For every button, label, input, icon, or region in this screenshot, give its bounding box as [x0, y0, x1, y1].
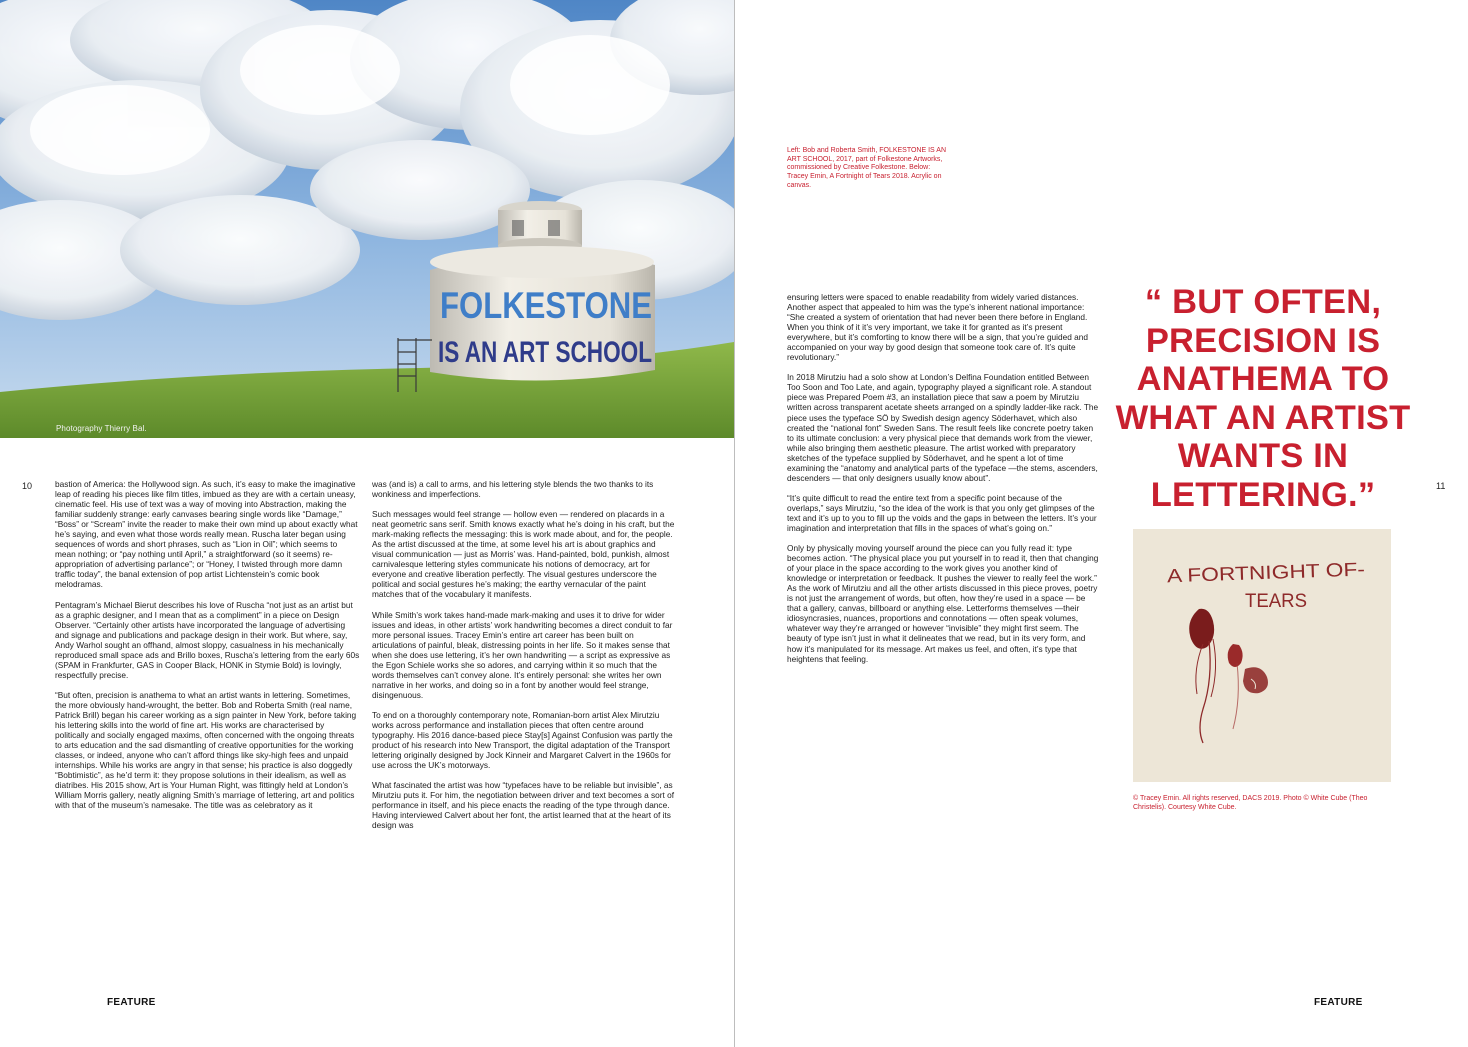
paragraph: In 2018 Mirutziu had a solo show at London’s Delfina Foundation entitled Between Too Soon and Too Late, and again, typography played a significant role. A standout piece was Prepared Poem #3, an installation piece that saw a poem by Mirutziu written across transparent acetate sheets arranged on a spindly ladder-like rack. The piece uses the typeface SÖ by Swedish design agency Söderhavet, which also created the “national font” Sweden Sans. The result feels like concrete poetry taken to its ultimate conclusion: a very physical piece that demands work from the viewer, while also bringing them aesthetic pleasure. The artist worked with preparatory sketches of the typeface supplied by Söderhavet, and he spent a lot of time examining the “anatomy and analytical parts of the typeface —the stems, ascenders, descenders — that only designers usually know about”. [787, 372, 1099, 483]
mural-text-line1: FOLKESTONE [440, 285, 652, 326]
folkestone-photo-illustration [0, 0, 734, 438]
paragraph: Only by physically moving yourself around the piece can you fully read it: type becomes action. “The physical place you put yourself in to read it, then that changing of your place in the space according to the work gives you another kind of knowledge or interpretation or feedback. It pushes the viewer to really feel the work.” As the work of Mirutziu and all the other artists discussed in this piece proves, poetry is not just the arrangement of words, but often, how they’re used in a space — be that a gallery, canvas, billboard or anything else. Letterforms themselves —their idiosyncrasies, nuances, proportions and connotations — often speak volumes, whatever way they’re arranged or however “invisible” they might first seem. The beauty of type isn’t just in what it delineates that we read, but in its very form, and how it’s manipulated for its message. Art makes us feel, and often, it’s type that heightens that feeling. [787, 543, 1099, 664]
paragraph: To end on a thoroughly contemporary note, Romanian-born artist Alex Mirutziu works across performance and installation pieces that often centre around typography. His 2016 dance-based piece Stay[s] Against Confusion was partly the product of his research into New Transport, the digital adaptation of the Transport lettering originally designed by Jock Kinneir and Margaret Calvert in the 1960s for use across the UK’s motorways. [372, 709, 673, 771]
artwork-text-line2: TEARS [1245, 591, 1307, 612]
body-column-3 [787, 292, 1099, 674]
page-number-left: 10 [22, 481, 33, 491]
paragraph: “It’s quite difficult to read the entire text from a specific point because of the overlaps,” says Mirutziu, “so the idea of the work is that you only get glimpses of the text and it’s up to you to fill up the voids and the gaps in between the letters. It’s your imagination and interpretation that fills in the spaces of what’s going on.” [787, 492, 1097, 533]
paragraph: What fascinated the artist was how “typefaces have to be reliable but invisible”, as Mirutziu puts it. For him, the negotiation between driver and text becomes a sort of performance in itself, and his piece enacts the reading of the type through dance. Having interviewed Calvert about her font, the artist learned that at the heart of its design was [372, 780, 675, 831]
section-footer-right: FEATURE [1314, 997, 1363, 1008]
artwork-fortnight-of-tears [1133, 529, 1391, 782]
paragraph: Pentagram’s Michael Bierut describes his love of Ruscha “not just as an artist but as a graphic designer, and I mean that as a compliment” in a piece on Design Observer. “Certainly other artists have incorporated the language of advertising and signage and publications and package design in their work. But where, say, Andy Warhol sought an offhand, almost sloppy, casualness in his mechanically reproduced small space ads and Brillo boxes, Ruscha’s lettering from the early 60s (SPAM in Frankfurter, GAS in Cooper Black, HONK in Stymie Bold) is lovingly, respectfully precise. [55, 599, 360, 680]
mural-text-line2: IS AN ART SCHOOL [438, 336, 652, 369]
paragraph: Such messages would feel strange — hollow even — rendered on placards in a neat geometric sans serif. Smith knows exactly what he’s doing in his craft, but the mark-making reflects the messaging: this is work made about, and for, the people. As the artist discussed at the time, at some level his art is about graphics and visual communication — just as Morris’ was. Hand-painted, bold, punkish, almost carnivalesque lettering styles communicate his notions of democracy, art for everyone and creative liberation perfectly. The visual gestures underscore the political and social gestures he’s making; the earthy vernacular of the paint matches that of the vocabulary it manifests. [372, 509, 675, 600]
body-column-1 [55, 479, 360, 820]
paragraph: was (and is) a call to arms, and his lettering style blends the two thanks to its wonkiness and imperfections. [372, 479, 654, 500]
hero-photo [0, 0, 734, 438]
artwork-illustration [1133, 529, 1391, 782]
paragraph: ensuring letters were spaced to enable readability from widely varied distances. Another aspect that appealed to him was the type’s inherent national importance: “She created a system of orientation that had never been there before in England. When you think of it it’s very important, we take it for granted as it’s present everywhere, but it’s comforting to know there will be a sign, that you’re guided and accompanied on your way by good design that someone took care of. It’s quite revolutionary.” [787, 292, 1089, 363]
right-page [735, 0, 1468, 1047]
paragraph: While Smith’s work takes hand-made mark-making and uses it to drive for wider issues and ideas, in other artists’ work handwriting becomes a direct conduit to far more personal issues. Tracey Emin’s entire art career has been built on articulations of painful, bleak, distressing points in her life. So it makes sense that when she does use lettering, it’s her own handwriting — a script as expressive as the Egon Schiele works she so adores, and carrying within it so much that the words themselves can’t convey alone. It’s entirely personal: she writes her own narrative in her works, and doing so in a font by another would feel strange, disingenuous. [372, 609, 673, 700]
artwork-credit: © Tracey Emin. All rights reserved, DACS 2019. Photo © White Cube (Theo Christelis). Courtesy White Cube. [1133, 795, 1368, 811]
photo-credit: Photography Thierry Bal. [56, 424, 147, 433]
section-footer-left: FEATURE [107, 997, 156, 1008]
image-caption: Left: Bob and Roberta Smith, FOLKESTONE IS AN ART SCHOOL, 2017, part of Folkestone Artworks, commissioned by Creative Folkestone. Below: Tracey Emin, A Fortnight of Tears 2018. Acrylic on canvas. [787, 147, 947, 189]
body-column-2 [372, 479, 677, 840]
pull-quote: “ BUT OFTEN, PRECISION IS ANATHEMA TO WHAT AN ARTIST WANTS IN LETTERING.” [1115, 283, 1411, 514]
page-number-right: 11 [1436, 481, 1446, 491]
paragraph: bastion of America: the Hollywood sign. As such, it’s easy to make the imaginative leap of reading his pieces like film titles, imbued as they are with a certain uneasy, cinematic feel. His use of text was a way of moving into Abstraction, making the familiar suddenly strange: early canvases bearing single words like “Damage,” “Boss” or “Scream” invite the reader to make their own mind up about exactly what he’s saying, and even what those words really mean. Ruscha later began using sequences of words and short phrases, such as “Lion in Oil”; which seems to mean nothing; or “pay nothing until April,” a straightforward (so it seems) re-appropriation of advertising parlance”; or “Honey, I twisted through more damn traffic today”, the banal extension of pop artist Lichtenstein’s comic book melodramas. [55, 479, 358, 590]
artwork-text-line1: A FORTNIGHT OF- [1166, 560, 1333, 588]
paragraph: “But often, precision is anathema to what an artist wants in lettering. Sometimes, the more obviously hand-wrought, the better. Bob and Roberta Smith (real name, Patrick Brill) began his career working as a sign painter in New York, before taking his lettering skills into the world of fine art. His works are characterised by politically and socially engaged maxims, often concerned with the ongoing threats to arts education and the sad dismantling of creative opportunities for the working classes, or indeed, anyone who can’t afford things like sky-high fees and unpaid internships. While his works are angry in that sense; his practice is also doggedly “Bobtimistic”, as he’d term it: they propose solutions in their idealism, as well as diatribes. His 2015 show, Art is Your Human Right, was fittingly held at London’s William Morris gallery, neatly aligning Smith’s marriage of lettering, art and politics with that of the museum’s namesake. The title was as celebratory as it [55, 689, 357, 811]
